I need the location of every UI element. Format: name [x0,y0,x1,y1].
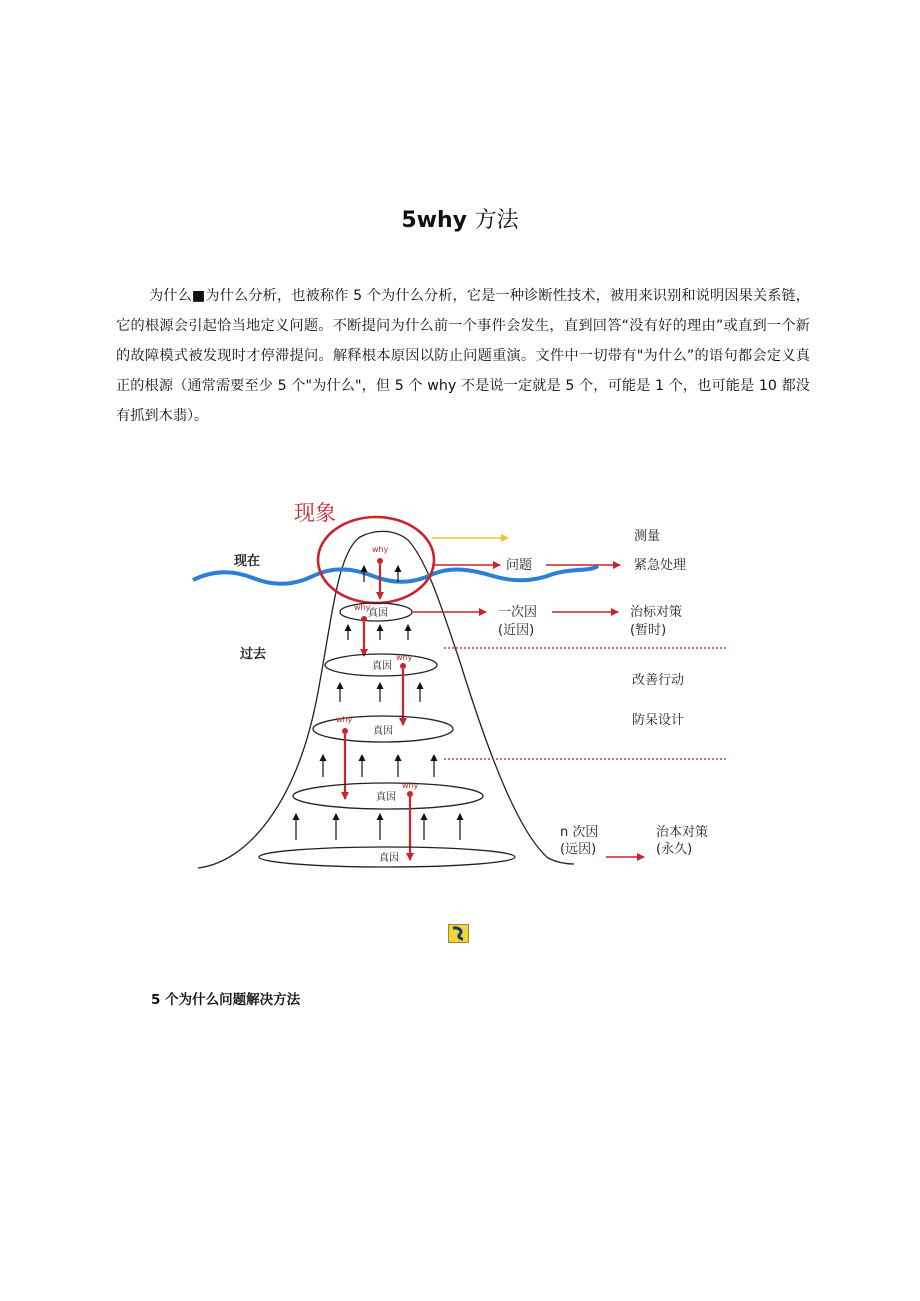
temp-measure-label-1: 治标对策 [630,605,683,620]
phenomenon-circle [318,517,434,603]
true-cause-label-3: 真因 [373,726,393,737]
why-dot-1 [377,558,383,564]
five-why-diagram [188,492,733,878]
why-label-2: why [354,603,371,612]
measure-label: 测量 [634,529,661,544]
page-title [0,203,920,234]
problem-label: 问题 [506,558,533,573]
why-label-4: why [336,715,353,724]
intro-text: 为什么■为什么分析，也被称作 5 个为什么分析，它是一种诊断性技术，被用来识别和说明因果关系链，它的根源会引起恰当地定义问题。不断提问为什么前一个事件会发生，直到回答“没有好的理由”或直到一个新的故障模式被发现时才停滞提问。解释根本原因以防止问题重演。文件中一切带有"为什么”的语句都会定义真正的根源（通常需要至少 5 个"为什么"，但 5 个 why 不是说一定就是 5 个，可能是 1 个，也可能是 10 都没有抓到木翡）。 [116,288,810,424]
title-tail: 方法 [474,208,519,233]
section-heading: 5 个为什么问题解决方法 [151,992,301,1008]
temp-measure-label-2: (暂时) [630,623,667,638]
n-cause-label-1: n 次因 [560,825,599,840]
phenomenon-label: 现象 [294,501,336,525]
why-label-3: why [396,653,413,662]
past-label: 过去 [240,647,267,662]
improve-action-label: 改善行动 [632,673,685,688]
title-main: 5why [401,208,467,233]
primary-cause-label-1: 一次因 [498,605,538,620]
root-measure-label-2: (永久) [656,842,693,857]
primary-cause-label-2: (近因) [498,623,535,638]
emergency-label: 紧急处理 [634,558,687,573]
true-cause-label-1: 真因 [368,608,388,619]
true-cause-label-5: 真因 [379,853,399,864]
true-cause-label-2: 真因 [372,661,392,672]
true-cause-label-4: 真因 [376,792,396,803]
why-label-5: why [402,781,419,790]
n-cause-label-2: (远因) [560,842,597,857]
foolproof-design-label: 防呆设计 [632,713,685,728]
intro-paragraph [116,281,810,431]
why-label-1: why [372,545,389,554]
now-label: 现在 [234,554,261,569]
root-measure-label-1: 治本对策 [656,825,709,840]
object-glyph-icon [449,925,468,942]
embedded-object-icon[interactable] [448,924,469,943]
